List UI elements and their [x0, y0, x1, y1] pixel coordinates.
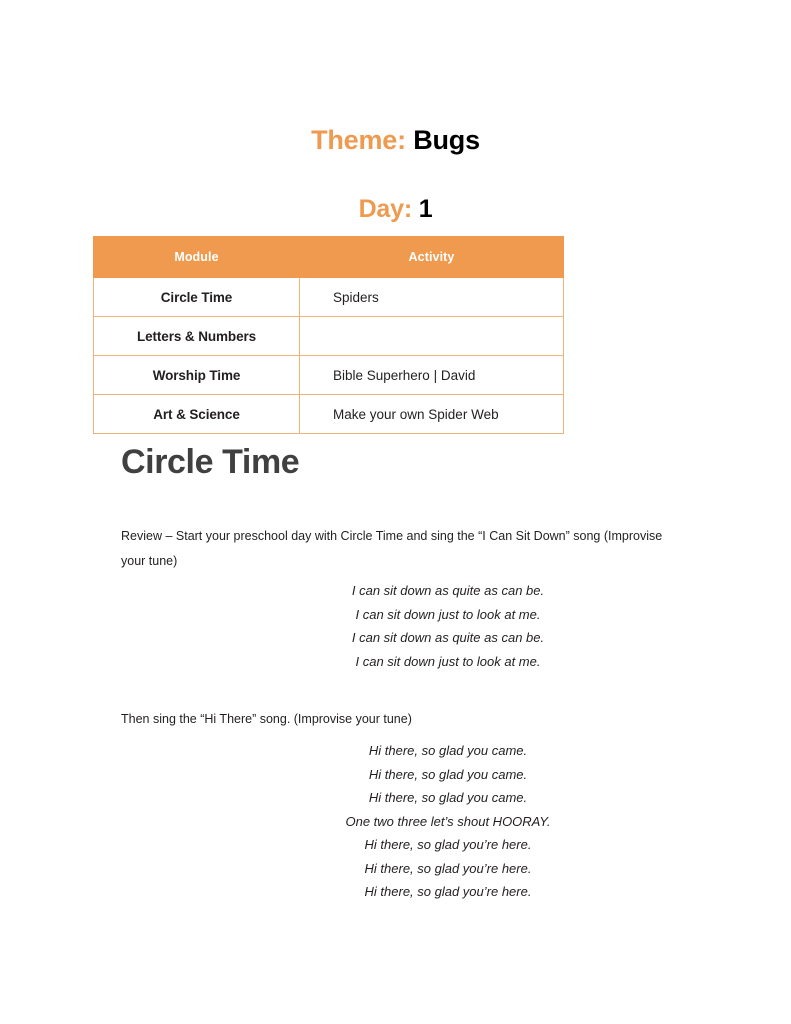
table-row: [94, 278, 564, 317]
lyric-line: I can sit down as quite as can be.: [351, 630, 545, 645]
lyric-line: Hi there, so glad you came.: [368, 766, 528, 782]
song-lyrics-hi-there: [266, 739, 630, 904]
lyric-line: Hi there, so glad you’re here.: [364, 884, 532, 899]
table-row: [94, 395, 564, 434]
theme-heading: [0, 126, 791, 156]
module-cell: Worship Time: [94, 356, 300, 395]
theme-value: Bugs: [413, 125, 480, 155]
lyric-line: Hi there, so glad you came.: [368, 790, 528, 805]
then-sing-paragraph: Then sing the “Hi There” song. (Improvise your tune): [121, 712, 412, 726]
schedule-table-body: [94, 278, 564, 434]
review-paragraph: Review – Start your preschool day with Circle Time and sing the “I Can Sit Down” song (Improvise your tune): [121, 529, 663, 568]
activity-cell: Make your own Spider Web: [300, 395, 564, 434]
activity-cell: [300, 317, 564, 356]
lyric-line: I can sit down just to look at me.: [355, 606, 541, 622]
column-header-module: Module: [94, 237, 300, 278]
module-cell: Art & Science: [94, 395, 300, 434]
lyric-line: I can sit down as quite as can be.: [351, 583, 545, 598]
lyric-line: Hi there, so glad you’re here.: [364, 837, 532, 852]
day-label: Day:: [358, 195, 412, 223]
module-cell: Circle Time: [94, 278, 300, 317]
activity-cell: Spiders: [300, 278, 564, 317]
theme-label: Theme:: [311, 125, 406, 155]
module-cell: Letters & Numbers: [94, 317, 300, 356]
section-title: Circle Time: [121, 443, 300, 481]
day-heading: [0, 196, 791, 224]
day-value: 1: [418, 195, 433, 223]
table-header-row: [94, 237, 564, 278]
lyric-line: One two three let’s shout HOORAY.: [345, 813, 551, 829]
song-lyrics-i-can-sit-down: [266, 579, 630, 673]
schedule-table: [93, 236, 564, 434]
table-row: [94, 317, 564, 356]
activity-cell: Bible Superhero | David: [300, 356, 564, 395]
schedule-table-header: [94, 237, 564, 278]
lyric-line: Hi there, so glad you’re here.: [364, 860, 532, 876]
column-header-activity: Activity: [300, 237, 564, 278]
table-row: [94, 356, 564, 395]
lyric-line: I can sit down just to look at me.: [355, 653, 541, 669]
lyric-line: Hi there, so glad you came.: [368, 743, 528, 758]
